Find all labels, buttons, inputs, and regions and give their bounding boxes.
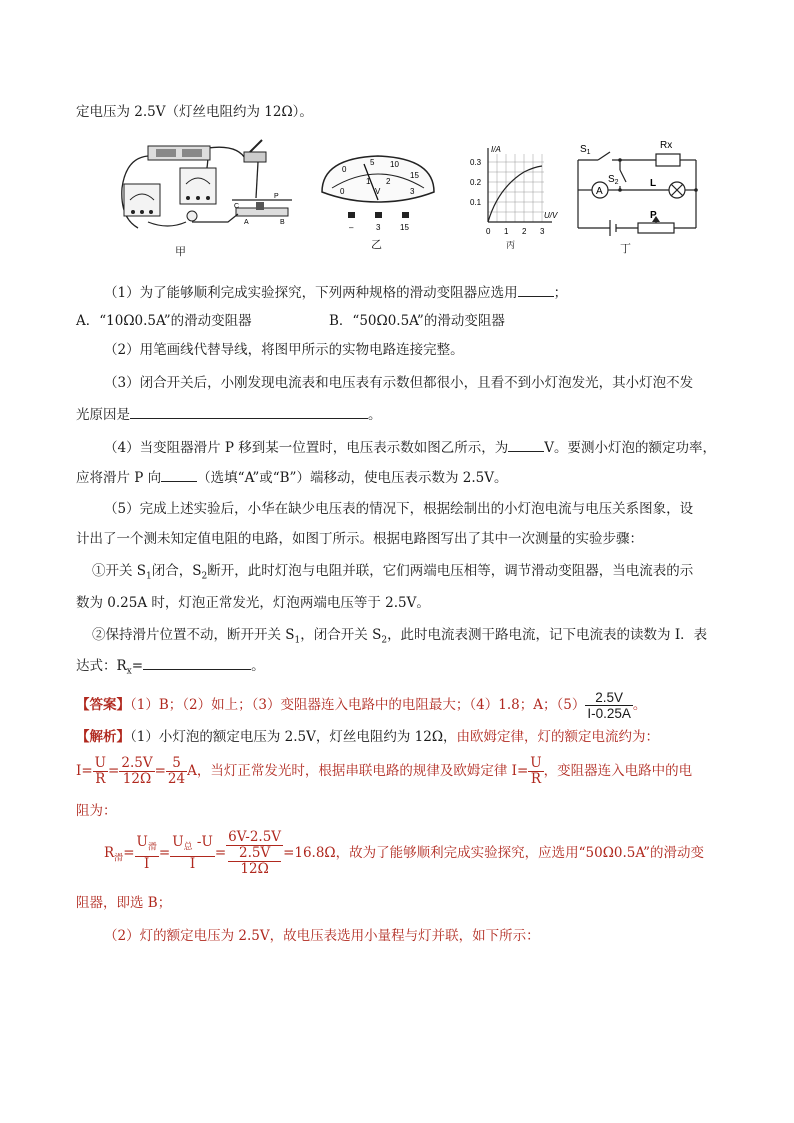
intro-line: 定电压为 2.5V（灯丝电阻约为 12Ω）。 (76, 104, 313, 120)
step-1-line-2: 数为 0.25A 时，灯泡正常发光，灯泡两端电压等于 2.5V。 (76, 595, 430, 611)
figure-bing-label: 丙 (506, 241, 516, 251)
meter-terminal-15: 15 (400, 223, 409, 232)
question-5-line-2: 计出了一个测未知定值电阻的电路，如图丁所示。根据电路图写出了其中一次测量的实验步骤： (76, 531, 643, 547)
meter-bottom-tick-2: 2 (386, 177, 391, 186)
graph-ytick-1: 0.2 (470, 178, 482, 187)
meter-terminal-3: 3 (376, 223, 381, 232)
analysis-line-5: 阻器，即选 B； (76, 895, 172, 911)
meter-top-tick-3: 15 (410, 171, 419, 180)
svg-text:C: C (234, 203, 240, 210)
meter-bottom-tick-0: 0 (340, 187, 345, 196)
step-1-line-1: ①开关 $S_1$闭合，$S_2$断开，此时灯泡与电阻并联，它们两端电压相等，调节滑动变阻器，当电流表的示 (92, 563, 694, 582)
figure-yi-voltmeter (318, 150, 438, 232)
figure-bing-graph (468, 142, 568, 238)
figure-ding-schematic (570, 138, 700, 238)
question-3-line-2: 光原因是 。 (76, 404, 382, 425)
graph-xtick-2: 2 (522, 227, 527, 236)
question-2: （2）用笔画线代替导线，将图甲所示的实物电路连接完整。 (104, 342, 464, 358)
slider-label: P (650, 210, 657, 221)
analysis-line-1: 【解析】（1）小灯泡的额定电压为 2.5V，灯丝电阻约为 12Ω，由欧姆定律，灯的额定电流约为： (76, 729, 660, 745)
graph-xtick-3: 3 (540, 227, 545, 236)
analysis-line-2: I= $\frac{U}{R}$ = $\frac{2.5V}{12\Omega}$ = $\frac{5}{24}$ A，当灯正常发光时，根据串联电路的规律及欧姆定律 I= $\frac{U}{R}$ ，变阻器连入电路中的电 (76, 755, 693, 787)
analysis-line-3: 阻为： (76, 803, 117, 819)
ammeter-label: A (596, 186, 603, 197)
answer-blank-5[interactable] (143, 655, 251, 670)
step-2-line-2: 达式：$R_x=$ 。 (76, 655, 265, 682)
answer-line: 【答案】（1）B；（2）如上；（3）变阻器连入电路中的电阻最大；（4）1.8；A；（5） $\frac{2.5V}{I-0.25A}$ 。 (76, 690, 647, 721)
meter-unit: V (375, 187, 381, 196)
meter-top-tick-1: 5 (370, 158, 375, 167)
meter-terminal-neg: – (349, 223, 354, 232)
option-b: B．“50Ω0.5A”的滑动变阻器 (329, 313, 505, 329)
graph-ytick-2: 0.1 (470, 198, 482, 207)
lamp-label: L (650, 178, 657, 189)
question-4-line-2: 应将滑片 P 向 （选填“A”或“B”）端移动，使电压表示数为 2.5V。 (76, 467, 507, 488)
s2-label: $S_2$ (608, 174, 619, 186)
answer-blank-3[interactable] (130, 404, 368, 419)
svg-text:B: B (280, 219, 285, 226)
figure-jia-label: 甲 (175, 245, 186, 258)
graph-xlabel: U/V (544, 211, 558, 220)
meter-top-tick-2: 10 (390, 160, 399, 169)
answer-blank-1[interactable] (518, 282, 554, 297)
graph-xtick-0: 0 (486, 227, 491, 236)
question-5-line-1: （5）完成上述实验后，小华在缺少电压表的情况下，根据绘制出的小灯泡电流与电压关系图象，设 (104, 501, 694, 517)
option-a: A．“10Ω0.5A”的滑动变阻器 (76, 313, 252, 329)
figure-jia-circuit (108, 138, 308, 238)
svg-text:P: P (274, 193, 279, 200)
meter-bottom-tick-3: 3 (410, 187, 415, 196)
graph-xtick-1: 1 (504, 227, 509, 236)
graph-ylabel: I/A (491, 145, 501, 154)
svg-text:A: A (244, 219, 249, 226)
analysis-line-6: （2）灯的额定电压为 2.5V，故电压表选用小量程与灯并联，如下所示： (104, 928, 540, 944)
meter-bottom-tick-1: 1 (366, 177, 371, 186)
rx-label: Rx (660, 140, 673, 151)
analysis-line-4: $R_滑=$ $\frac{U_滑}{I}$ = $\frac{U_总 -U}{I}$ = 6V-2.5V 2.5V 12Ω =16.8Ω，故为了能够顺利完成实验探究，应选用“50Ω0.5A”的滑动变 (104, 829, 705, 877)
step-2-line-1: ②保持滑片位置不动，断开开关 $S_1$，闭合开关 $S_2$，此时电流表测干路电流，记下电流表的读数为 I．表 (92, 627, 708, 646)
answer-blank-4b[interactable] (161, 467, 197, 482)
answer-fraction: $\frac{2.5V}{I-0.25A}$ (587, 690, 631, 721)
question-4-line-1: （4）当变阻器滑片 P 移到某一位置时，电压表示数如图乙所示，为 V。要测小灯泡的额定功率， (104, 437, 716, 458)
question-1: （1）为了能够顺利完成实验探究，下列两种规格的滑动变阻器应选用 ； (104, 282, 567, 303)
s1-label: $S_1$ (580, 144, 591, 156)
meter-top-tick-0: 0 (342, 165, 347, 174)
figure-yi-label: 乙 (371, 238, 382, 251)
figure-ding-label: 丁 (620, 242, 631, 255)
graph-ytick-0: 0.3 (470, 158, 482, 167)
answer-blank-4a[interactable] (508, 437, 544, 452)
question-3-line-1: （3）闭合开关后，小刚发现电流表和电压表有示数但都很小，且看不到小灯泡发光，其小灯泡不发 (104, 375, 694, 391)
